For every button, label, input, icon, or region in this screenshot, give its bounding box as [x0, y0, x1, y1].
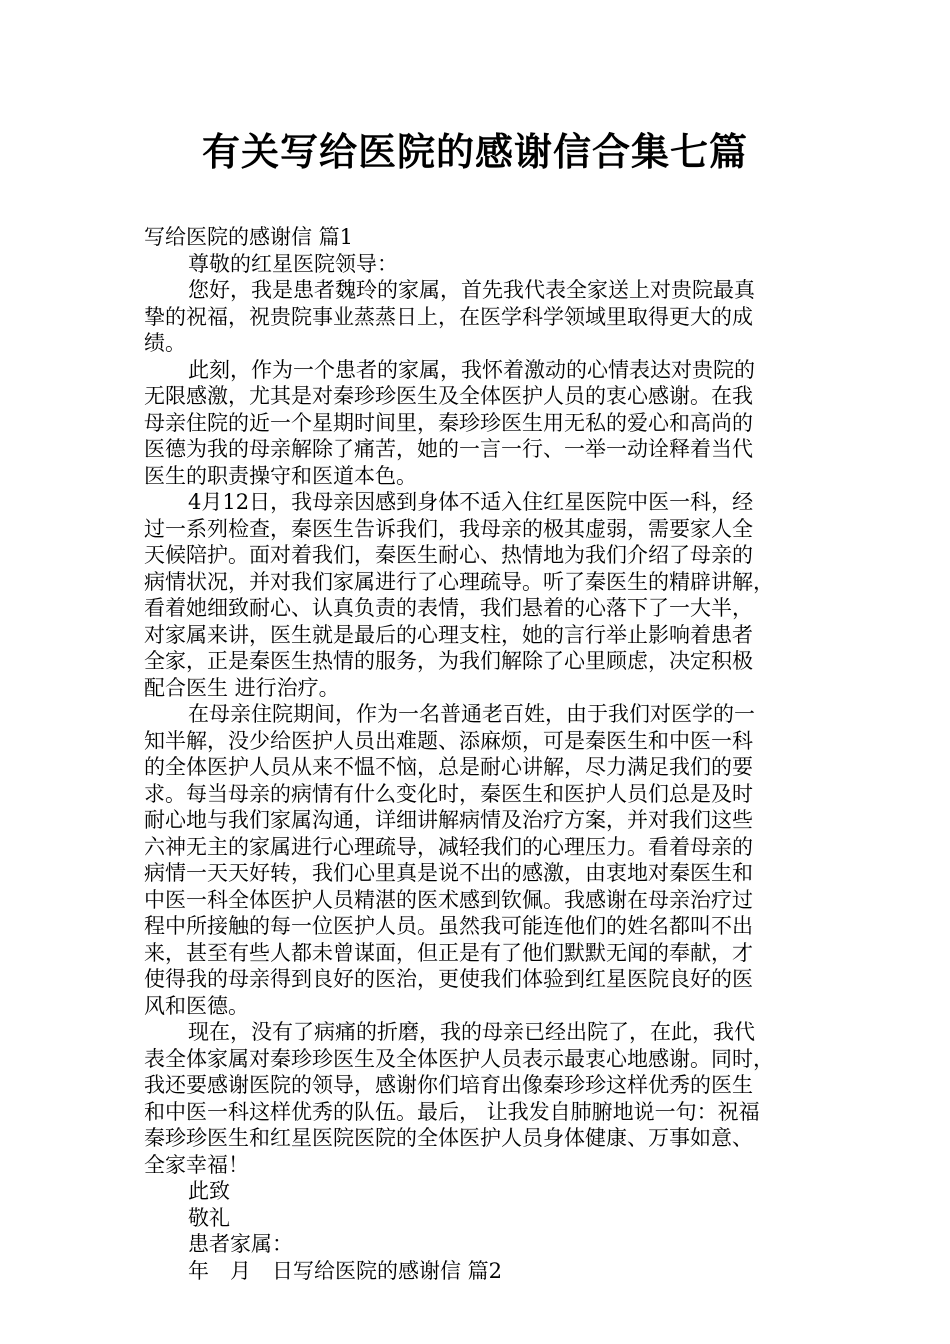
text-line: 挚的祝福，祝贵院事业蒸蒸日上，在医学科学领域里取得更大的成 — [144, 304, 753, 329]
text-line: 年 月 日写给医院的感谢信 篇2 — [188, 1258, 503, 1283]
text-line: 全家幸福！ — [144, 1152, 249, 1177]
text-line: 现在，没有了病痛的折磨，我的母亲已经出院了，在此，我代 — [188, 1020, 755, 1044]
text-line: 绩。 — [144, 331, 186, 355]
text-line: 的全体医护人员从来不愠不恼，总是耐心讲解，尽力满足我们的要 — [144, 755, 753, 779]
text-line: 此致 — [188, 1179, 230, 1203]
document-body — [144, 224, 808, 1284]
text-line: 尊敬的红星医院领导： — [188, 251, 398, 276]
text-line: 无限感激，尤其是对秦珍珍医生及全体医护人员的衷心感谢。在我 — [144, 384, 753, 408]
text-line: 配合医生 进行治疗。 — [144, 675, 340, 700]
text-line: 我还要感谢医院的领导，感谢你们培育出像秦珍珍这样优秀的医生 — [144, 1073, 753, 1097]
text-line: 知半解，没少给医护人员出难题、添麻烦，可是秦医生和中医一科 — [144, 728, 753, 753]
text-line: 风和医德。 — [144, 993, 249, 1018]
text-line: 对家属来讲，医生就是最后的心理支柱，她的言行举止影响着患者 — [144, 622, 753, 647]
text-line: 写给医院的感谢信 篇1 — [144, 225, 354, 249]
document-title: 有关写给医院的感谢信合集七篇 — [201, 130, 748, 174]
text-line: 耐心地与我们家属沟通，详细讲解病情及治疗方案，并对我们这些 — [144, 808, 753, 832]
text-line: 病情状况，并对我们家属进行了心理疏导。听了秦医生的精辟讲解， — [144, 569, 774, 594]
text-line: 病情一天天好转，我们心里真是说不出的感激，由衷地对秦医生和 — [144, 861, 753, 885]
text-line: 全家，正是秦医生热情的服务，为我们解除了心里顾虑，决定积极 — [144, 649, 753, 673]
text-line: 程中所接触的每一位医护人员。虽然我可能连他们的姓名都叫不出 — [144, 914, 753, 938]
text-line: 秦珍珍医生和红星医院医院的全体医护人员身体健康、万事如意、 — [144, 1126, 753, 1150]
text-line: 和中医一科这样优秀的队伍。最后， 让我发自肺腑地说一句：祝福 — [144, 1099, 760, 1124]
text-line: 表全体家属对秦珍珍医生及全体医护人员表示最衷心地感谢。同时， — [144, 1046, 774, 1071]
text-line: 来，甚至有些人都未曾谋面，但正是有了他们默默无闻的奉献，才 — [144, 940, 753, 965]
text-line: 此刻，作为一个患者的家属，我怀着激动的心情表达对贵院的 — [188, 357, 755, 382]
text-line: 求。每当母亲的病情有什么变化时，秦医生和医护人员们总是及时 — [144, 781, 753, 806]
text-line: 天候陪护。面对着我们，秦医生耐心、热情地为我们介绍了母亲的 — [144, 543, 753, 567]
text-line: 使得我的母亲得到良好的医治，更使我们体验到红星医院良好的医 — [144, 967, 753, 991]
text-line: 中医一科全体医护人员精湛的医术感到钦佩。我感谢在母亲治疗过 — [144, 887, 753, 912]
text-line: 过一系列检查，秦医生告诉我们，我母亲的极其虚弱，需要家人全 — [144, 516, 753, 541]
text-line: 患者家属： — [188, 1232, 293, 1256]
text-line: 医生的职责操守和医道本色。 — [144, 463, 417, 488]
text-line: 敬礼 — [188, 1205, 230, 1230]
text-line: 母亲住院的近一个星期时间里，秦珍珍医生用无私的爱心和高尚的 — [144, 410, 753, 435]
text-line: 六神无主的家属进行心理疏导，减轻我们的心理压力。看着母亲的 — [144, 834, 753, 859]
text-line: 医德为我的母亲解除了痛苦，她的一言一行、一举一动诠释着当代 — [144, 437, 753, 461]
text-line: 4月12日，我母亲因感到身体不适入住红星医院中医一科，经 — [188, 490, 754, 514]
text-line: 在母亲住院期间，作为一名普通老百姓，由于我们对医学的一 — [188, 702, 755, 726]
text-line: 您好，我是患者魏玲的家属，首先我代表全家送上对贵院最真 — [188, 278, 755, 302]
text-line: 看着她细致耐心、认真负责的表情，我们悬着的心落下了一大半， — [144, 596, 753, 620]
